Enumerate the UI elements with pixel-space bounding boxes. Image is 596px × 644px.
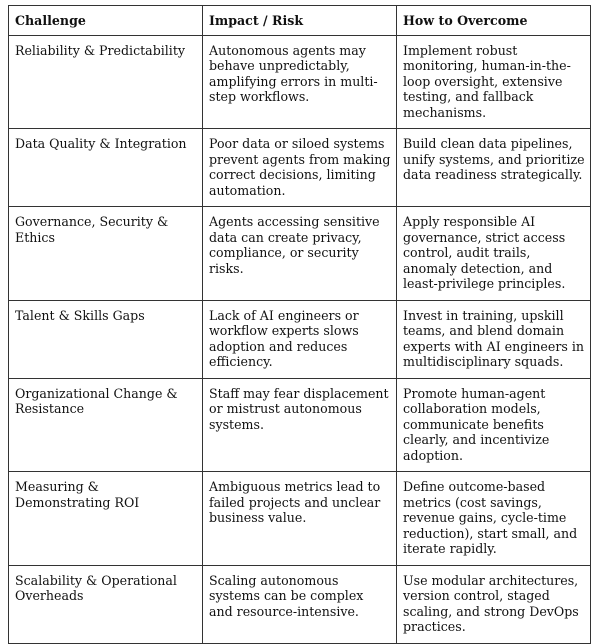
header-challenge: Challenge <box>9 6 203 36</box>
overcome-cell: Invest in training, upskill teams, and blend domain experts with AI engineers in multidisciplinary squads. <box>397 300 591 378</box>
overcome-cell: Build clean data pipelines, unify systems, and prioritize data readiness strategically. <box>397 129 591 207</box>
challenge-cell: Governance, Security & Ethics <box>9 207 203 301</box>
challenge-cell: Talent & Skills Gaps <box>9 300 203 378</box>
table-row <box>9 565 591 643</box>
impact-cell: Lack of AI engineers or workflow experts slows adoption and reduces efficiency. <box>203 300 397 378</box>
header-how-to-overcome: How to Overcome <box>397 6 591 36</box>
impact-cell: Poor data or siloed systems prevent agents from making correct decisions, limiting automation. <box>203 129 397 207</box>
challenge-cell: Scalability & Operational Overheads <box>9 565 203 643</box>
overcome-cell: Implement robust monitoring, human-in-the-loop oversight, extensive testing, and fallback mechanisms. <box>397 35 591 129</box>
impact-cell: Autonomous agents may behave unpredictably, amplifying errors in multi-step workflows. <box>203 35 397 129</box>
overcome-cell: Define outcome-based metrics (cost savings, revenue gains, cycle-time reduction), start small, and iterate rapidly. <box>397 472 591 566</box>
table-row <box>9 300 591 378</box>
challenge-cell: Reliability & Predictability <box>9 35 203 129</box>
challenge-cell: Organizational Change & Resistance <box>9 378 203 472</box>
impact-cell: Staff may fear displacement or mistrust autonomous systems. <box>203 378 397 472</box>
overcome-cell: Use modular architectures, version control, staged scaling, and strong DevOps practices. <box>397 565 591 643</box>
challenge-cell: Data Quality & Integration <box>9 129 203 207</box>
table-row <box>9 35 591 129</box>
challenge-cell: Measuring & Demonstrating ROI <box>9 472 203 566</box>
overcome-cell: Apply responsible AI governance, strict access control, audit trails, anomaly detection, and least-privilege principles. <box>397 207 591 301</box>
table-row <box>9 378 591 472</box>
challenges-table <box>8 5 591 644</box>
header-row <box>9 6 591 36</box>
table-row <box>9 129 591 207</box>
impact-cell: Scaling autonomous systems can be complex and resource-intensive. <box>203 565 397 643</box>
impact-cell: Agents accessing sensitive data can create privacy, compliance, or security risks. <box>203 207 397 301</box>
header-impact-risk: Impact / Risk <box>203 6 397 36</box>
table-row <box>9 207 591 301</box>
overcome-cell: Promote human-agent collaboration models, communicate benefits clearly, and incentivize adoption. <box>397 378 591 472</box>
impact-cell: Ambiguous metrics lead to failed projects and unclear business value. <box>203 472 397 566</box>
table-row <box>9 472 591 566</box>
